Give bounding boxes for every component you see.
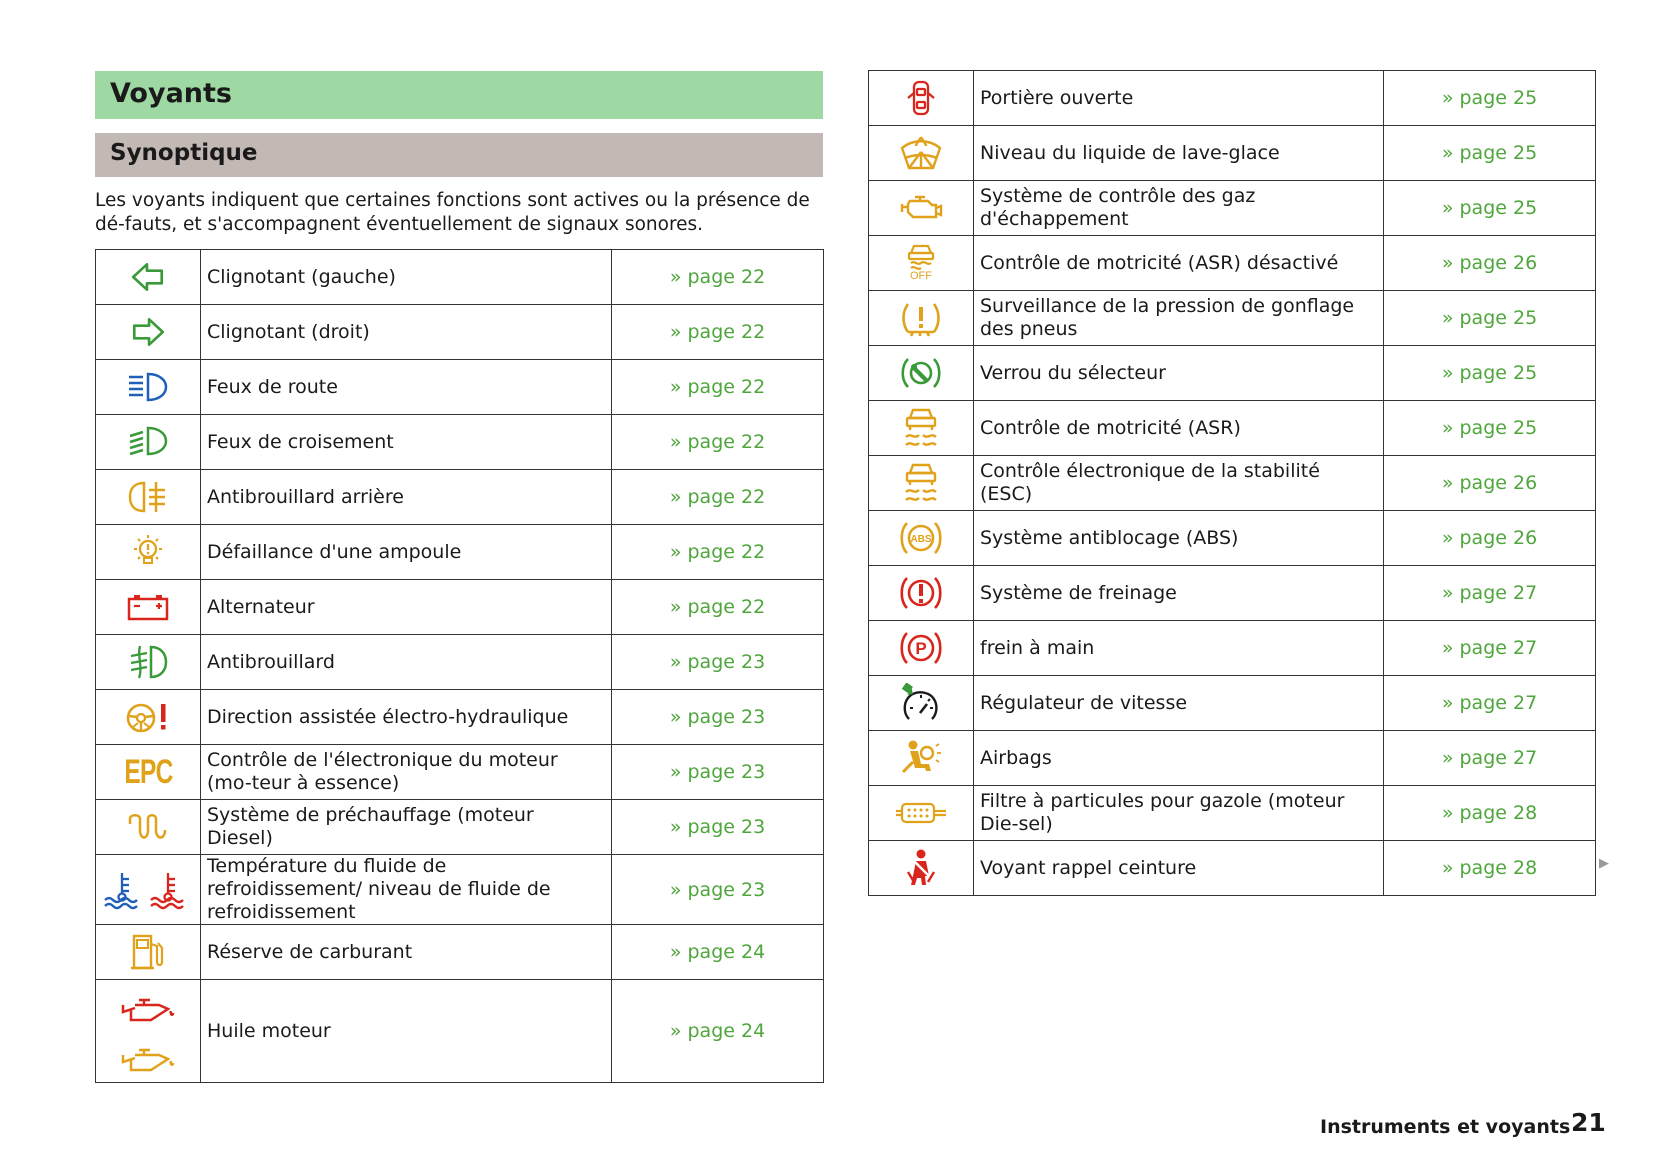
row-label: Huile moteur	[201, 980, 612, 1083]
table-row	[96, 925, 824, 980]
page-link[interactable]: » page 22	[612, 250, 824, 305]
section-title-bar	[95, 71, 823, 119]
page-link[interactable]: » page 24	[612, 925, 824, 980]
rear-fog-light-icon	[128, 479, 168, 515]
row-label: Système de freinage	[974, 566, 1384, 621]
bulb-failure-icon	[128, 533, 168, 571]
fuel-icon	[128, 932, 168, 972]
page-link[interactable]: » page 27	[1384, 566, 1596, 621]
asr-off-icon	[906, 244, 936, 282]
table-row	[869, 786, 1596, 841]
abs-icon-text: ABS	[910, 534, 932, 545]
page-link[interactable]: » page 23	[612, 855, 824, 925]
row-label: frein à main	[974, 621, 1384, 676]
table-row	[869, 236, 1596, 291]
row-label: Verrou du sélecteur	[974, 346, 1384, 401]
row-label: Niveau du liquide de lave-glace	[974, 126, 1384, 181]
parking-brake-icon	[899, 628, 943, 668]
row-label: Feux de croisement	[201, 415, 612, 470]
page-link[interactable]: » page 25	[1384, 401, 1596, 456]
row-label: Contrôle de motricité (ASR)	[974, 401, 1384, 456]
table-row	[869, 126, 1596, 181]
epc-icon	[115, 754, 182, 790]
table-row	[96, 980, 824, 1083]
table-row	[96, 690, 824, 745]
page-link[interactable]: » page 22	[612, 415, 824, 470]
page-link[interactable]: » page 22	[612, 305, 824, 360]
high-beam-icon	[126, 370, 170, 404]
table-row	[96, 360, 824, 415]
table-row	[869, 71, 1596, 126]
page-link[interactable]: » page 22	[612, 580, 824, 635]
table-row	[869, 401, 1596, 456]
table-row	[869, 676, 1596, 731]
table-row	[96, 800, 824, 855]
airbag-icon	[899, 738, 943, 778]
page-link[interactable]: » page 27	[1384, 621, 1596, 676]
table-row	[869, 346, 1596, 401]
table-row	[96, 745, 824, 800]
page-link[interactable]: » page 25	[1384, 71, 1596, 126]
page-link[interactable]: » page 22	[612, 360, 824, 415]
page-link[interactable]: » page 27	[1384, 731, 1596, 786]
table-row	[869, 841, 1596, 896]
row-label: Contrôle de motricité (ASR) désactivé	[974, 236, 1384, 291]
section-title: Voyants	[110, 78, 232, 109]
table-row	[869, 181, 1596, 236]
epc-icon-text: EPC	[123, 753, 173, 791]
row-label: Système antiblocage (ABS)	[974, 511, 1384, 566]
table-row	[96, 470, 824, 525]
table-row	[96, 580, 824, 635]
indicator-table-left	[95, 249, 824, 1083]
page-link[interactable]: » page 22	[612, 525, 824, 580]
row-label: Clignotant (droit)	[201, 305, 612, 360]
particle-filter-icon	[894, 799, 948, 827]
turn-left-icon	[129, 258, 167, 296]
selector-lock-icon	[900, 354, 942, 392]
page-link[interactable]: » page 26	[1384, 511, 1596, 566]
table-row	[869, 511, 1596, 566]
door-open-icon	[906, 78, 936, 118]
table-row	[96, 635, 824, 690]
row-label: Filtre à particules pour gazole (moteur Die-sel)	[974, 786, 1384, 841]
page-link[interactable]: » page 23	[612, 745, 824, 800]
power-steering-icon	[124, 699, 172, 735]
page-link[interactable]: » page 26	[1384, 236, 1596, 291]
row-label: Feux de route	[201, 360, 612, 415]
row-label: Système de préchauffage (moteur Diesel)	[201, 800, 612, 855]
table-row	[869, 621, 1596, 676]
page-link[interactable]: » page 25	[1384, 291, 1596, 346]
abs-icon	[899, 518, 943, 558]
page-link[interactable]: » page 25	[1384, 181, 1596, 236]
page-link[interactable]: » page 28	[1384, 786, 1596, 841]
glow-plug-icon	[127, 810, 169, 844]
table-row	[869, 731, 1596, 786]
table-row	[96, 305, 824, 360]
row-label: Antibrouillard arrière	[201, 470, 612, 525]
esc-icon	[901, 462, 941, 504]
tire-pressure-icon	[899, 298, 943, 338]
asr-off-text: OFF	[910, 270, 932, 282]
row-label: Voyant rappel ceinture	[974, 841, 1384, 896]
row-label: Système de contrôle des gaz d'échappement	[974, 181, 1384, 236]
row-label: Contrôle de l'électronique du moteur (mo-teur à essence)	[201, 745, 612, 800]
table-row	[96, 855, 824, 925]
row-label: Défaillance d'une ampoule	[201, 525, 612, 580]
turn-right-icon	[129, 313, 167, 351]
washer-fluid-icon	[899, 134, 943, 172]
row-label: Température du fluide de refroidissement/ niveau de fluide de refroidissement	[201, 855, 612, 925]
row-label: Surveillance de la pression de gonflage des pneus	[974, 291, 1384, 346]
page-link[interactable]: » page 23	[612, 800, 824, 855]
row-label: Antibrouillard	[201, 635, 612, 690]
oil-icon	[119, 989, 177, 1073]
low-beam-icon	[126, 424, 170, 460]
row-label: Régulateur de vitesse	[974, 676, 1384, 731]
footer-section-title: Instruments et voyants	[1320, 1116, 1571, 1138]
footer-page-number: 21	[1571, 1108, 1606, 1137]
table-row	[96, 525, 824, 580]
intro-paragraph: Les voyants indiquent que certaines fonctions sont actives ou la présence de dé-fauts, et s'accompagnent éventuellement de signaux sonores.	[95, 190, 810, 235]
parking-brake-icon-text: P	[915, 639, 927, 658]
row-label: Airbags	[974, 731, 1384, 786]
page-link[interactable]: » page 22	[612, 470, 824, 525]
seatbelt-icon	[904, 848, 938, 888]
table-row	[96, 250, 824, 305]
indicator-table-right	[868, 70, 1596, 896]
brake-icon	[899, 573, 943, 613]
front-fog-light-icon	[127, 643, 169, 681]
table-row	[869, 456, 1596, 511]
row-label: Clignotant (gauche)	[201, 250, 612, 305]
row-label: Portière ouverte	[974, 71, 1384, 126]
row-label: Direction assistée électro-hydraulique	[201, 690, 612, 745]
page-link[interactable]: » page 23	[612, 690, 824, 745]
continue-arrow-icon: ▶	[1599, 856, 1609, 871]
page-link[interactable]: » page 24	[612, 980, 824, 1083]
page-link[interactable]: » page 28	[1384, 841, 1596, 896]
page-link[interactable]: » page 25	[1384, 346, 1596, 401]
subsection-title-bar	[95, 133, 823, 177]
table-row	[869, 291, 1596, 346]
table-row	[96, 415, 824, 470]
subsection-title: Synoptique	[110, 140, 258, 166]
page-link[interactable]: » page 23	[612, 635, 824, 690]
battery-icon	[126, 591, 170, 623]
page-link[interactable]: » page 26	[1384, 456, 1596, 511]
row-label: Contrôle électronique de la stabilité (ESC)	[974, 456, 1384, 511]
asr-icon	[901, 407, 941, 449]
row-label: Alternateur	[201, 580, 612, 635]
row-label: Réserve de carburant	[201, 925, 612, 980]
check-engine-icon	[898, 192, 944, 224]
page-link[interactable]: » page 25	[1384, 126, 1596, 181]
page-link[interactable]: » page 27	[1384, 676, 1596, 731]
table-row	[869, 566, 1596, 621]
coolant-icon	[102, 870, 194, 910]
cruise-control-icon	[899, 683, 943, 723]
